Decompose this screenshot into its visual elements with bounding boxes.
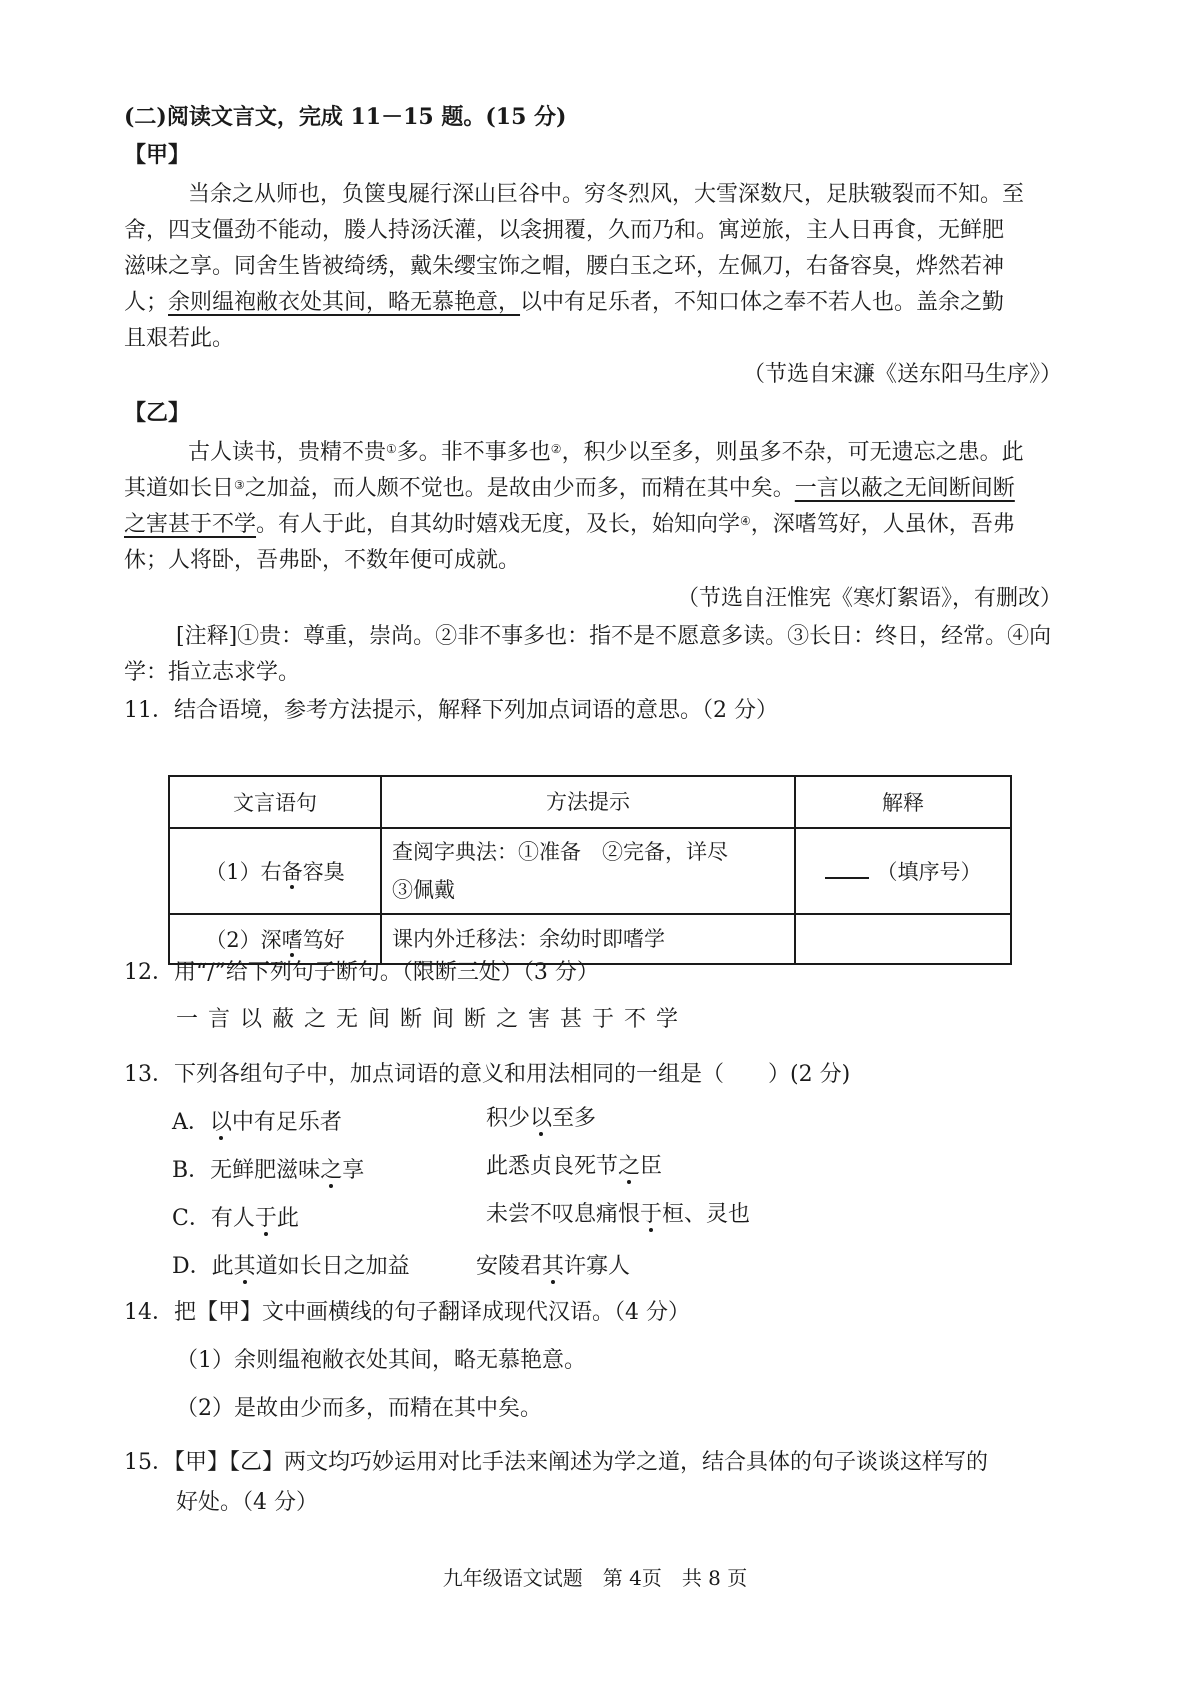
yi-mark: 【乙】 bbox=[124, 400, 191, 426]
q13-stem: 13．下列各组句子中，加点词语的意义和用法相同的一组是（ ）(2 分) bbox=[124, 1062, 851, 1087]
note-ref-3: ③ bbox=[234, 478, 245, 492]
table-row bbox=[169, 828, 1011, 914]
note-ref-4: ④ bbox=[740, 514, 751, 528]
q11-r1-hint-2: ③佩戴 bbox=[392, 878, 455, 902]
option-text: 此 bbox=[211, 1254, 234, 1279]
dotted-word: 其 bbox=[542, 1254, 565, 1279]
jia-line-4 bbox=[124, 288, 1004, 318]
table-cell: 课内外迁移法：余幼时即嗜学 bbox=[381, 914, 795, 964]
jia-line-2: 舍，四支僵劲不能动，媵人持汤沃灌，以衾拥覆，久而乃和。寓逆旅，主人日再食，无鲜肥 bbox=[124, 218, 1005, 243]
table-cell bbox=[381, 828, 795, 914]
yi-line-4: 休；人将卧，吾弗卧，不数年便可成就。 bbox=[124, 548, 521, 573]
dotted-word: 嗜 bbox=[281, 928, 303, 952]
page-footer: 九年级语文试题 第 4页 共 8 页 bbox=[442, 1566, 748, 1590]
option-label: D． bbox=[172, 1254, 212, 1279]
yi-line-1-a: 古人读书，贵精不贵 bbox=[188, 440, 387, 465]
option-text: 臣 bbox=[640, 1154, 663, 1179]
q11-r2-pre: （2）深 bbox=[205, 928, 282, 952]
q14-stem: 14．把【甲】文中画横线的句子翻译成现代汉语。（4 分） bbox=[124, 1300, 690, 1325]
section-heading: (二)阅读文言文，完成 11－15 题。(15 分) bbox=[124, 104, 567, 130]
yi-source: （节选自汪惟宪《寒灯絮语》，有删改） bbox=[676, 586, 1062, 611]
table-header-row bbox=[169, 776, 1011, 828]
q13-option-a-right bbox=[486, 1104, 596, 1134]
option-text: 积少 bbox=[486, 1106, 531, 1131]
option-label: B． bbox=[172, 1158, 211, 1183]
q12-stem: 12．用“/”给下列句子断句。（限断三处）（3 分） bbox=[124, 960, 599, 985]
q13-option-c-left[interactable] bbox=[172, 1204, 299, 1234]
yi-line-1 bbox=[188, 438, 1024, 468]
yi-line-3 bbox=[124, 510, 1015, 540]
q13-option-a-left[interactable] bbox=[172, 1108, 342, 1138]
table-cell bbox=[169, 914, 381, 964]
q14-sentence-2: （2）是故由少而多，而精在其中矣。 bbox=[176, 1396, 542, 1421]
option-label: C． bbox=[172, 1206, 211, 1231]
q13-option-b-right bbox=[486, 1152, 662, 1182]
table-cell bbox=[169, 828, 381, 914]
answer-cell[interactable] bbox=[795, 828, 1011, 914]
table-header: 文言语句 bbox=[169, 776, 381, 828]
q15-stem-line-2: 好处。（4 分） bbox=[176, 1490, 318, 1515]
table-header: 方法提示 bbox=[381, 776, 795, 828]
notes-line-2: 学：指立志求学。 bbox=[124, 660, 301, 685]
q11-stem: 11．结合语境，参考方法提示，解释下列加点词语的意思。（2 分） bbox=[124, 698, 778, 723]
option-label: A． bbox=[172, 1110, 210, 1135]
yi-line-3-b: ，深嗜笃好，人虽休，吾弗 bbox=[750, 512, 1015, 537]
q15-stem-line-1: 15．【甲】【乙】两文均巧妙运用对比手法来阐述为学之道，结合具体的句子谈谈这样写的 bbox=[124, 1450, 988, 1475]
option-text: 中有足乐者 bbox=[231, 1110, 342, 1135]
option-text: 道如长日之加益 bbox=[255, 1254, 410, 1279]
q13-option-d-left[interactable] bbox=[172, 1252, 410, 1282]
yi-line-1-c: ，积少以至多，则虽多不杂，可无遗忘之患。此 bbox=[561, 440, 1024, 465]
dotted-word: 之 bbox=[618, 1154, 641, 1179]
option-text: 安陵君 bbox=[476, 1254, 543, 1279]
dotted-word: 备 bbox=[281, 860, 303, 884]
option-text: 桓、灵也 bbox=[662, 1202, 751, 1227]
option-text: 此悉贞良死节 bbox=[486, 1154, 619, 1179]
q14-sentence-1: （1）余则缊袍敝衣处其间，略无慕艳意。 bbox=[176, 1348, 586, 1373]
option-text: 未尝不叹息痛恨 bbox=[486, 1202, 641, 1227]
q11-r1-post: 容臭 bbox=[302, 860, 345, 884]
q11-r1-pre: （1）右 bbox=[205, 860, 282, 884]
notes-line-1: [注释]①贵：尊重，崇尚。②非不事多也：指不是不愿意多读。③长日：终日，经常。④向 bbox=[176, 624, 1052, 649]
jia-line-1: 当余之从师也，负箧曳屣行深山巨谷中。穷冬烈风，大雪深数尺，足肤皲裂而不知。至 bbox=[188, 182, 1025, 207]
q12-sentence: 一言以蔽之无间断间断之害甚于不学 bbox=[176, 1007, 689, 1032]
option-text: 许寡人 bbox=[564, 1254, 631, 1279]
dotted-word: 以 bbox=[530, 1106, 553, 1131]
option-text: 有人 bbox=[210, 1206, 255, 1231]
option-text: 享 bbox=[342, 1158, 365, 1183]
jia-source: （节选自宋濂《送东阳马生序》） bbox=[742, 362, 1062, 387]
q13-option-d-right bbox=[476, 1252, 630, 1282]
table-row bbox=[169, 914, 1011, 964]
yi-line-3-a: 。有人于此，自其幼时嬉戏无度，及长，始知向学 bbox=[256, 512, 741, 537]
yi-underlined-sentence-b: 之害甚于不学 bbox=[124, 512, 257, 537]
dotted-word: 于 bbox=[254, 1206, 277, 1231]
jia-mark: 【甲】 bbox=[124, 142, 191, 168]
jia-line-5: 且艰若此。 bbox=[124, 326, 235, 351]
note-ref-2: ② bbox=[550, 442, 562, 456]
dotted-word: 于 bbox=[640, 1202, 663, 1227]
dotted-word: 之 bbox=[320, 1158, 343, 1183]
q11-r2-post: 笃好 bbox=[302, 928, 345, 952]
q11-r1-hint-1: 查阅字典法：①准备 ②完备，详尽 bbox=[392, 840, 728, 864]
q13-option-c-right bbox=[486, 1200, 750, 1230]
q13-option-b-left[interactable] bbox=[172, 1156, 364, 1186]
jia-line-4-pre: 人； bbox=[124, 290, 169, 315]
q11-table bbox=[168, 775, 1012, 965]
q11-r1-answer-hint: （填序号） bbox=[876, 860, 982, 884]
option-text: 无鲜肥滋味 bbox=[210, 1158, 321, 1183]
table-header: 解释 bbox=[795, 776, 1011, 828]
jia-line-4-post: 以中有足乐者，不知口体之奉不若人也。盖余之勤 bbox=[520, 290, 1005, 315]
answer-cell[interactable] bbox=[795, 914, 1011, 964]
yi-line-2-b: 之加益，而人颇不觉也。是故由少而多，而精在其中矣。 bbox=[244, 476, 795, 501]
yi-underlined-sentence-a: 一言以蔽之无间断间断 bbox=[794, 476, 1015, 501]
option-text: 此 bbox=[276, 1206, 299, 1231]
yi-line-2 bbox=[124, 474, 1015, 504]
note-ref-1: ① bbox=[386, 442, 397, 456]
option-text: 至多 bbox=[552, 1106, 597, 1131]
jia-underlined-sentence: 余则缊袍敝衣处其间，略无慕艳意， bbox=[168, 290, 521, 315]
yi-line-2-a: 其道如长日 bbox=[124, 476, 235, 501]
dotted-word: 以 bbox=[209, 1110, 232, 1135]
answer-blank[interactable] bbox=[825, 877, 869, 879]
dotted-word: 其 bbox=[233, 1254, 256, 1279]
yi-line-1-b: 多。非不事多也 bbox=[396, 440, 551, 465]
jia-line-3: 滋味之享。同舍生皆被绮绣，戴朱缨宝饰之帽，腰白玉之环，左佩刀，右备容臭，烨然若神 bbox=[124, 254, 1005, 279]
